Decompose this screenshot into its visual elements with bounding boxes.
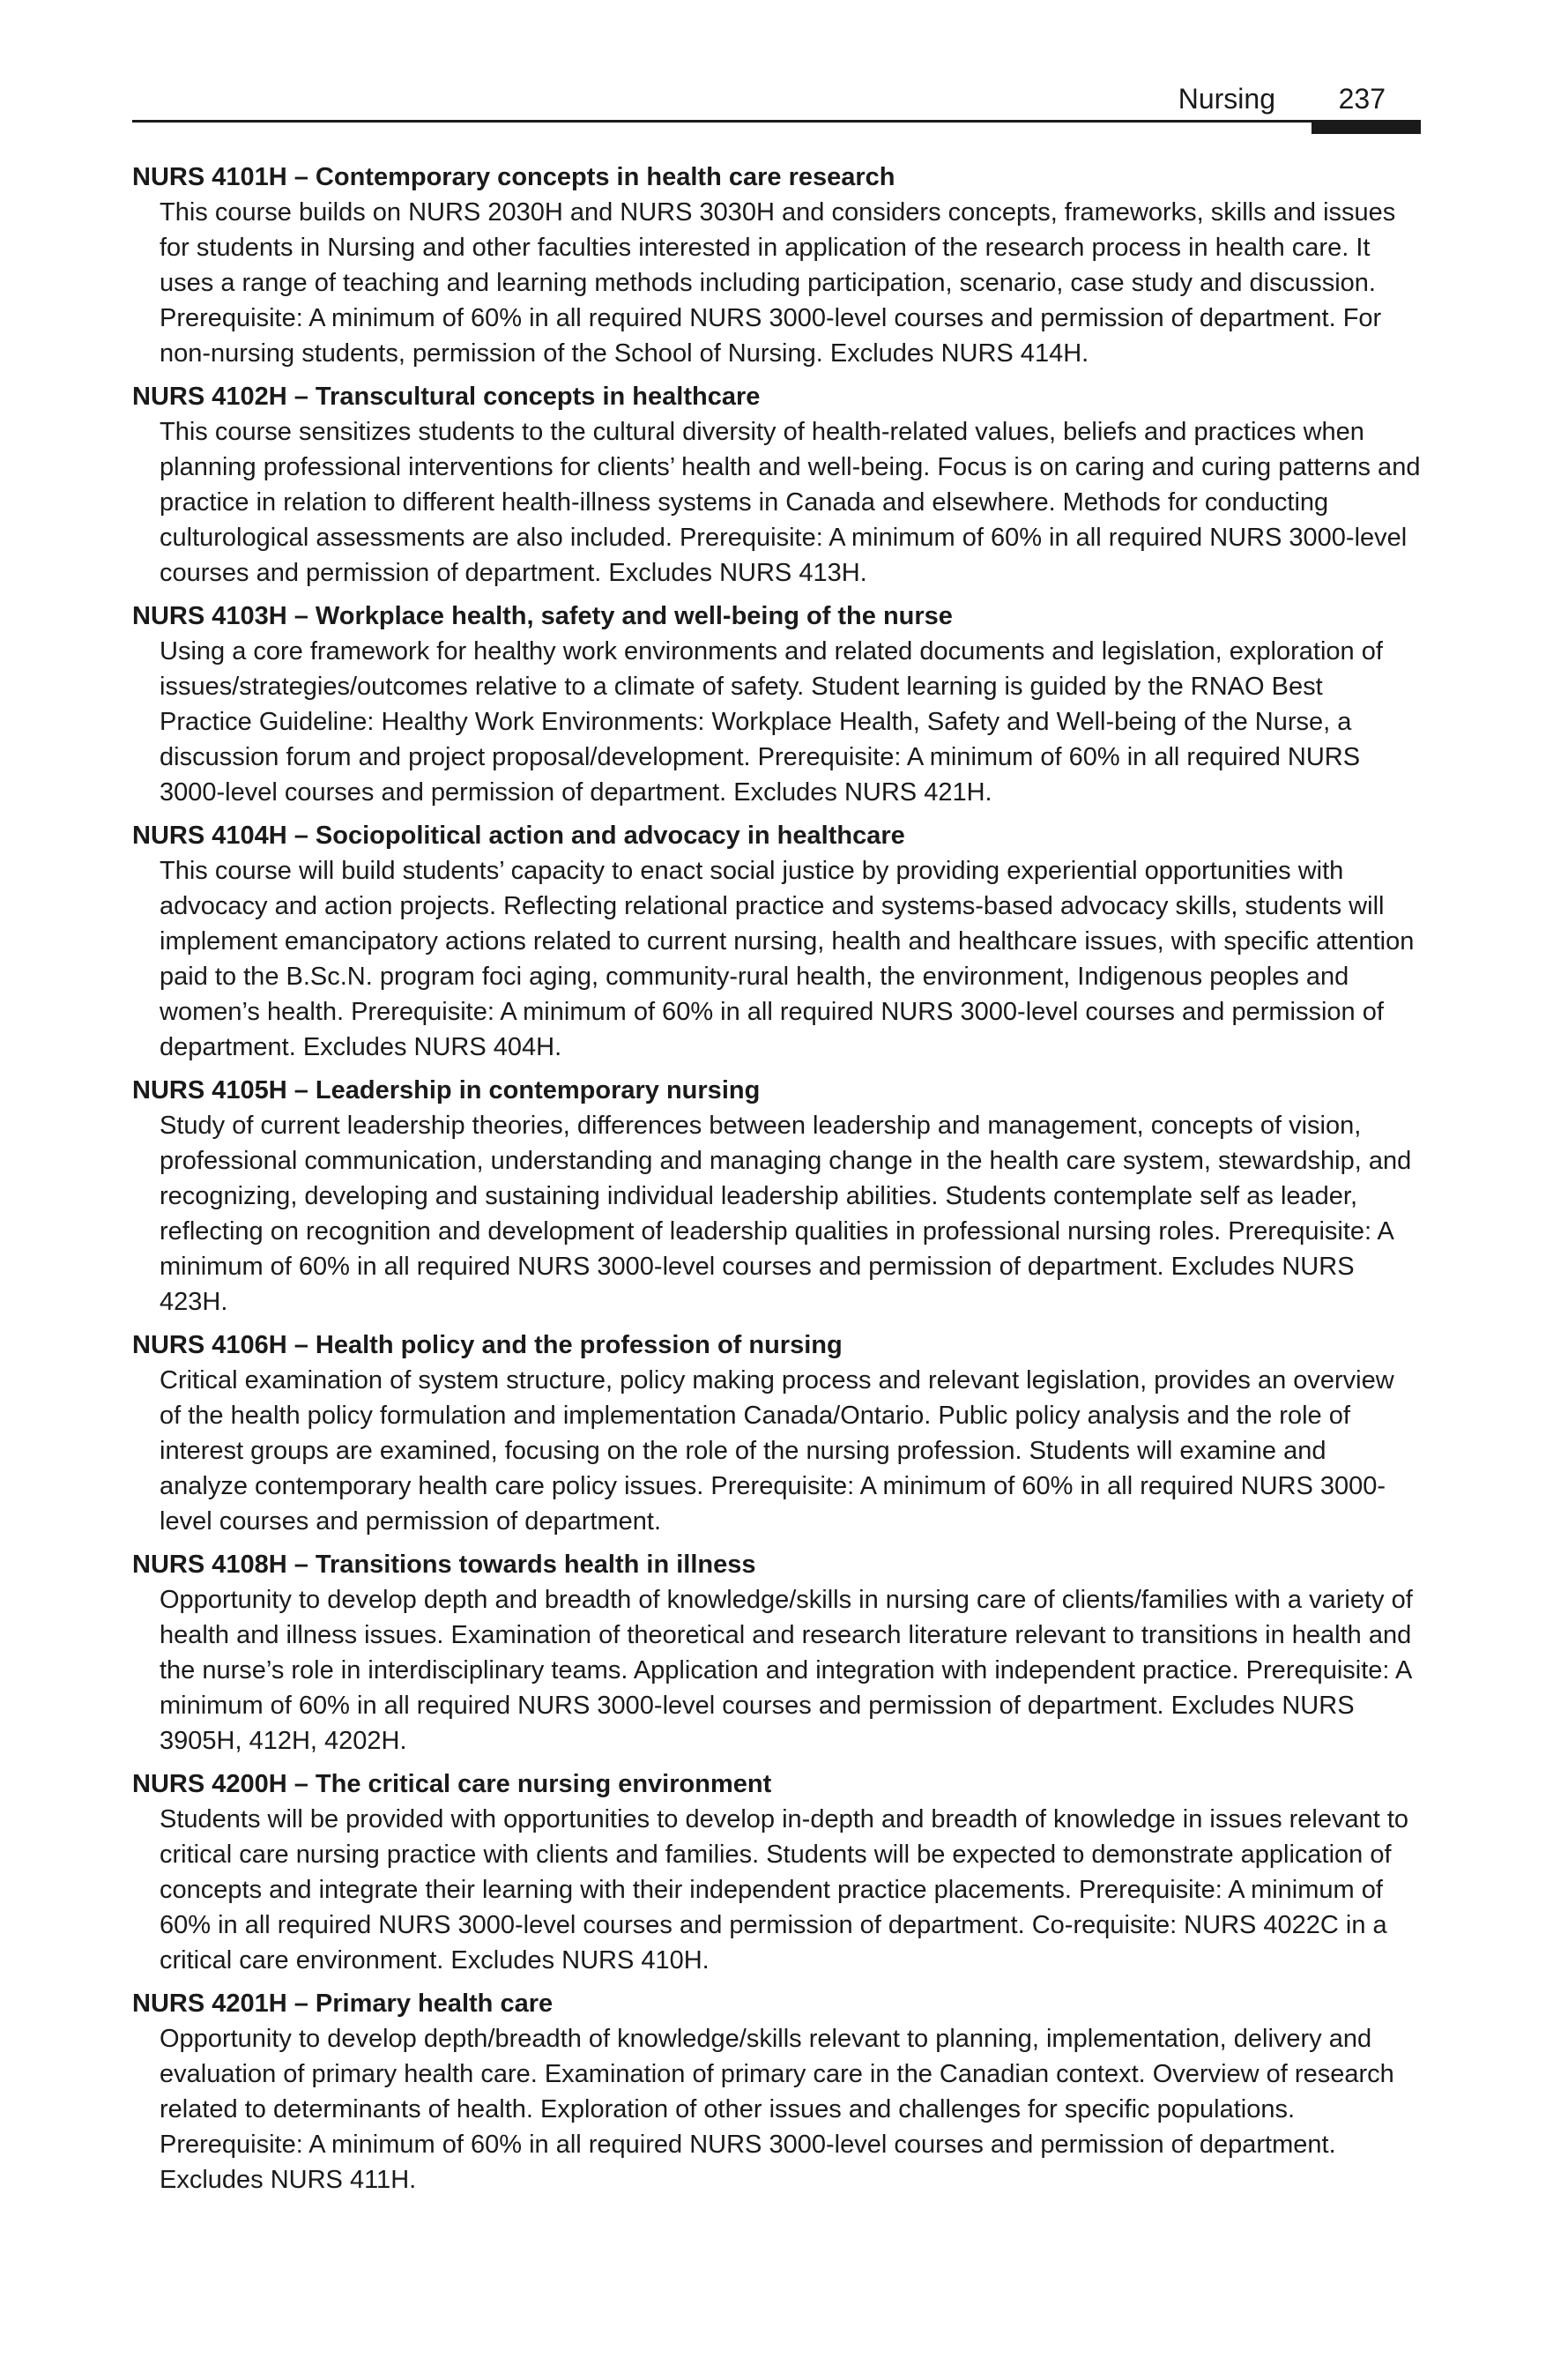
course-title: NURS 4104H – Sociopolitical action and advocacy in healthcare bbox=[132, 822, 905, 850]
course-description: This course builds on NURS 2030H and NURS 3030H and considers concepts, frameworks, skills and issues for students in Nursing and other faculties interested in application of the research process in health care. It uses a range of teaching and learning methods including participation, scenario, case study and discussion. Prerequisite: A minimum of 60% in all required NURS 3000-level courses and permission of department. For non-nursing students, permission of the School of Nursing. Excludes NURS 414H. bbox=[160, 198, 1396, 368]
course-title: NURS 4102H – Transcultural concepts in healthcare bbox=[132, 383, 761, 411]
course-description: Opportunity to develop depth and breadth of knowledge/skills in nursing care of clients/families with a variety of health and illness issues. Examination of theoretical and research literature relevant to transitions in health and the nurse’s role in interdisciplinary teams. Application and integration with independent practice. Prerequisite: A minimum of 60% in all required NURS 3000-level courses and permission of department. Excludes NURS 3905H, 412H, 4202H. bbox=[160, 1586, 1413, 1755]
course-entry bbox=[132, 160, 1421, 371]
page-number: 237 bbox=[1338, 83, 1386, 115]
header-tab-bar bbox=[1312, 120, 1421, 134]
course-title: NURS 4201H – Primary health care bbox=[132, 1990, 554, 2018]
course-list bbox=[132, 160, 1421, 2205]
course-title: NURS 4106H – Health policy and the profession of nursing bbox=[132, 1331, 843, 1359]
course-description: This course sensitizes students to the cultural diversity of health-related values, beliefs and practices when planning professional interventions for clients’ health and well-being. Focus is on caring and curing patterns and practice in relation to different health-illness systems in Canada and elsewhere. Methods for conducting culturological assessments are also included. Prerequisite: A minimum of 60% in all required NURS 3000-level courses and permission of department. Excludes NURS 413H. bbox=[160, 418, 1421, 587]
course-description: Opportunity to develop depth/breadth of knowledge/skills relevant to planning, implementation, delivery and evaluation of primary health care. Examination of primary care in the Canadian context. Overview of research related to determinants of health. Exploration of other issues and challenges for specific populations. Prerequisite: A minimum of 60% in all required NURS 3000-level courses and permission of department. Excludes NURS 411H. bbox=[160, 2025, 1394, 2194]
course-entry bbox=[132, 1986, 1421, 2198]
course-entry bbox=[132, 1328, 1421, 1539]
course-entry bbox=[132, 1073, 1421, 1320]
running-head-section: Nursing bbox=[1178, 83, 1275, 115]
course-entry bbox=[132, 1547, 1421, 1759]
course-description: Critical examination of system structure, policy making process and relevant legislation, provides an overview of the health policy formulation and implementation Canada/Ontario. Public policy analysis and the role of interest groups are examined, focusing on the role of the nursing profession. Students will examine and analyze contemporary health care policy issues. Prerequisite: A minimum of 60% in all required NURS 3000-level courses and permission of department. bbox=[160, 1366, 1394, 1536]
course-title: NURS 4101H – Contemporary concepts in health care research bbox=[132, 163, 895, 191]
header-rule bbox=[132, 120, 1421, 123]
course-entry bbox=[132, 1766, 1421, 1978]
course-entry bbox=[132, 599, 1421, 810]
course-description: This course will build students’ capacity to enact social justice by providing experiential opportunities with advocacy and action projects. Reflecting relational practice and systems-based advocacy skills, students will implement emancipatory actions related to current nursing, health and healthcare issues, with specific attention paid to the B.Sc.N. program foci aging, community-rural health, the environment, Indigenous peoples and women’s health. Prerequisite: A minimum of 60% in all required NURS 3000-level courses and permission of department. Excludes NURS 404H. bbox=[160, 857, 1415, 1061]
course-title: NURS 4200H – The critical care nursing environment bbox=[132, 1770, 772, 1798]
course-description: Study of current leadership theories, differences between leadership and management, concepts of vision, professional communication, understanding and managing change in the health care system, stewardship, and recognizing, developing and sustaining individual leadership abilities. Students contemplate self as leader, reflecting on recognition and development of leadership qualities in professional nursing roles. Prerequisite: A minimum of 60% in all required NURS 3000-level courses and permission of department. Excludes NURS 423H. bbox=[160, 1112, 1412, 1316]
page-header bbox=[132, 0, 1421, 137]
course-title: NURS 4103H – Workplace health, safety and well-being of the nurse bbox=[132, 602, 953, 630]
course-title: NURS 4108H – Transitions towards health in illness bbox=[132, 1551, 756, 1579]
course-description: Using a core framework for healthy work environments and related documents and legislation, exploration of issues/strategies/outcomes relative to a climate of safety. Student learning is guided by the RNAO Best Practice Guideline: Healthy Work Environments: Workplace Health, Safety and Well-being of the Nurse, a discussion forum and project proposal/development. Prerequisite: A minimum of 60% in all required NURS 3000-level courses and permission of department. Excludes NURS 421H. bbox=[160, 637, 1383, 807]
course-description: Students will be provided with opportunities to develop in-depth and breadth of knowledge in issues relevant to critical care nursing practice with clients and families. Students will be expected to demonstrate application of concepts and integrate their learning with their independent practice placements. Prerequisite: A minimum of 60% in all required NURS 3000-level courses and permission of department. Co-requisite: NURS 4022C in a critical care environment. Excludes NURS 410H. bbox=[160, 1805, 1409, 1975]
course-title: NURS 4105H – Leadership in contemporary nursing bbox=[132, 1076, 761, 1104]
course-entry bbox=[132, 379, 1421, 591]
course-entry bbox=[132, 818, 1421, 1065]
